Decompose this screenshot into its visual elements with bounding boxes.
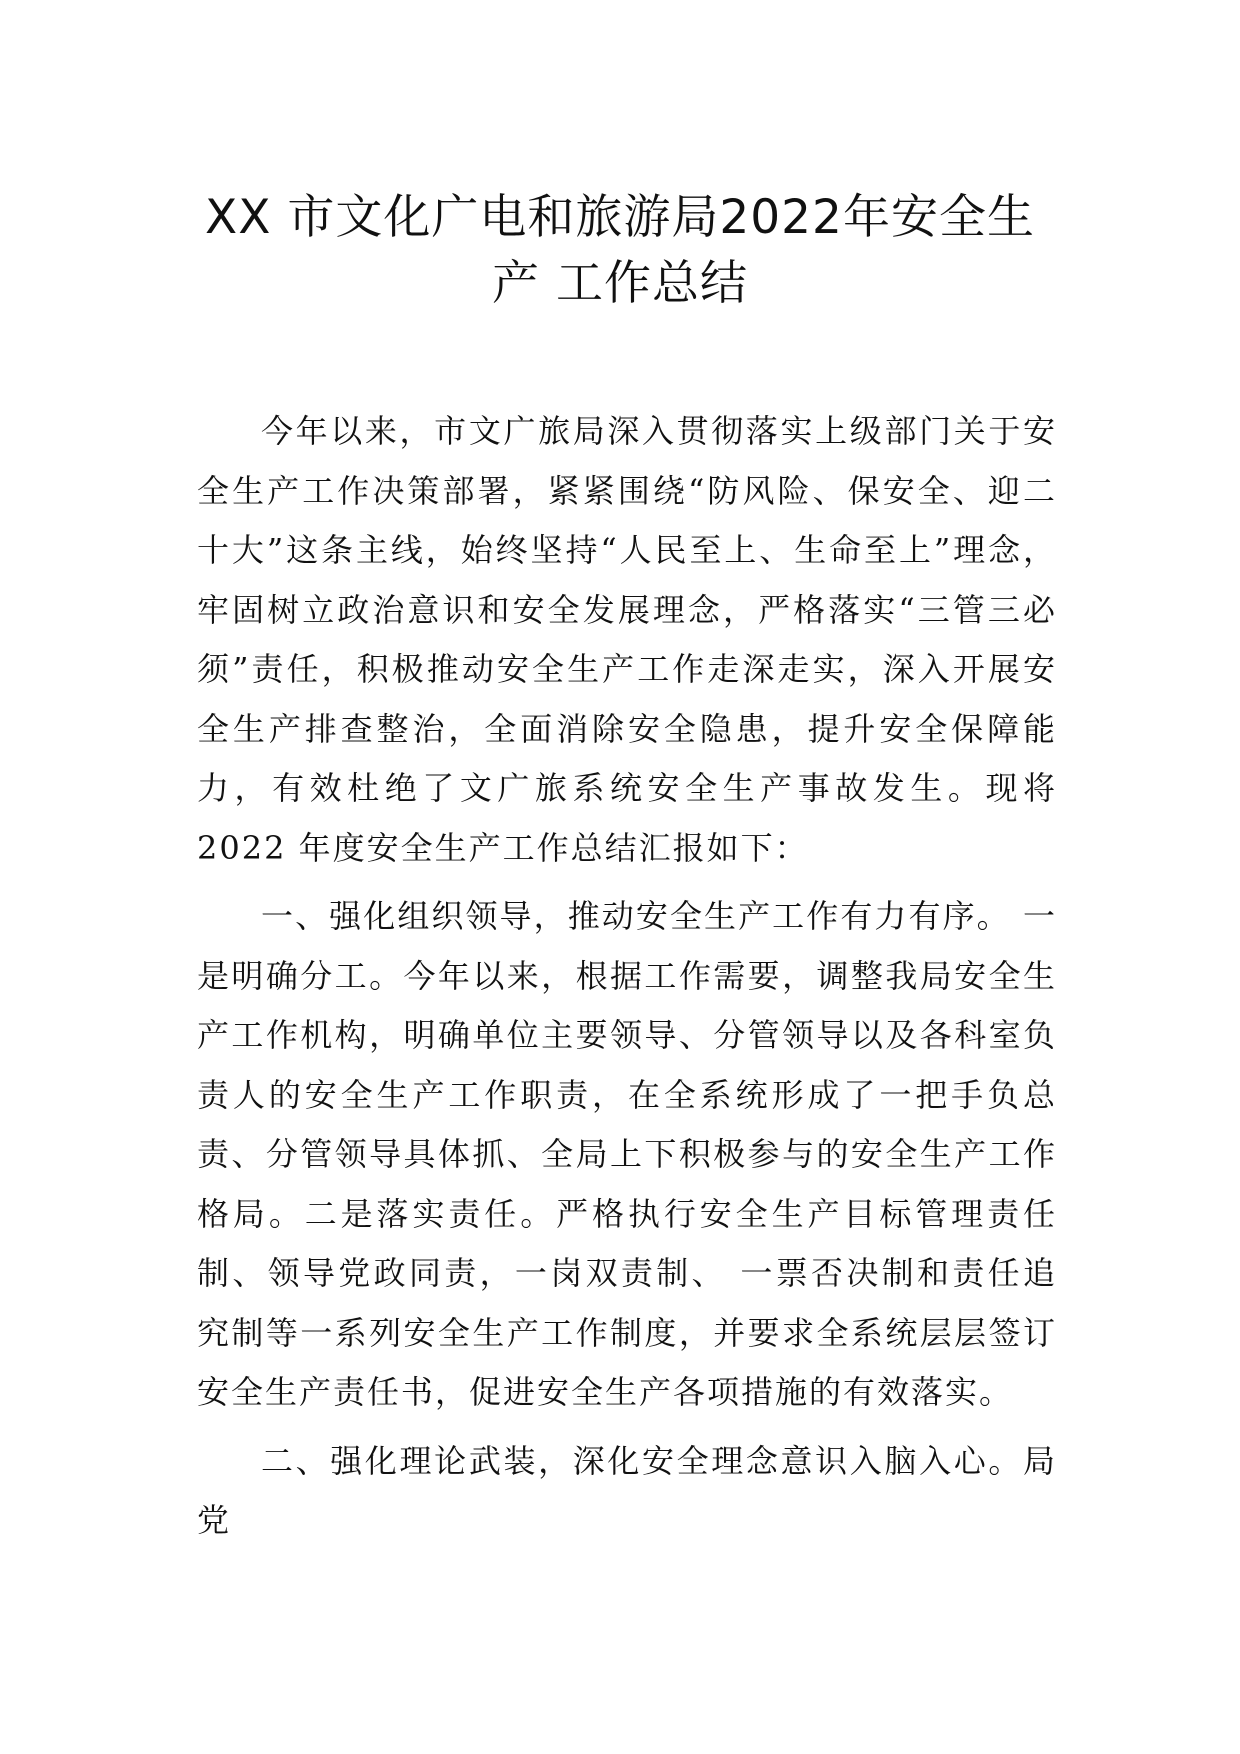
paragraph-section-1: 一、强化组织领导，推动安全生产工作有力有序。 一是明确分工。今年以来，根据工作需要，调整我局安全生产工作机构，明确单位主要领导、分管领导以及各科室负责人的安全生产工作职责，在全系统形成了一把手负总责、分管领导具体抓、全局上下积极参与的安全生产工作格局。二是落实责任。严格执行安全生产目标管理责任制、领导党政同责，一岗双责制、 一票否决制和责任追究制等一系列安全生产工作制度，并要求全系统层层签订安全生产责任书，促进安全生产各项措施的有效落实。	[197, 897, 1057, 1411]
paragraph-intro: 今年以来，市文广旅局深入贯彻落实上级部门关于安全生产工作决策部署，紧紧围绕“防风险、保安全、迎二十大”这条主线，始终坚持“人民至上、生命至上”理念，牢固树立政治意识和安全发展理念，严格落实“三管三必须”责任，积极推动安全生产工作走深走实，深入开展安全生产排查整治，全面消除安全隐患，提升安全保障能力，有效杜绝了文广旅系统安全生产事故发生。现将2022 年度安全生产工作总结汇报如下：	[197, 412, 1057, 867]
document-title-line-1: XX 市文化广电和旅游局2022年安全生	[205, 190, 1035, 245]
document-body	[197, 402, 1057, 1560]
document-title-line-2: 产 工作总结	[492, 256, 748, 311]
paragraph-section-2: 二、强化理论武装，深化安全理念意识入脑入心。局党	[197, 1441, 1057, 1539]
